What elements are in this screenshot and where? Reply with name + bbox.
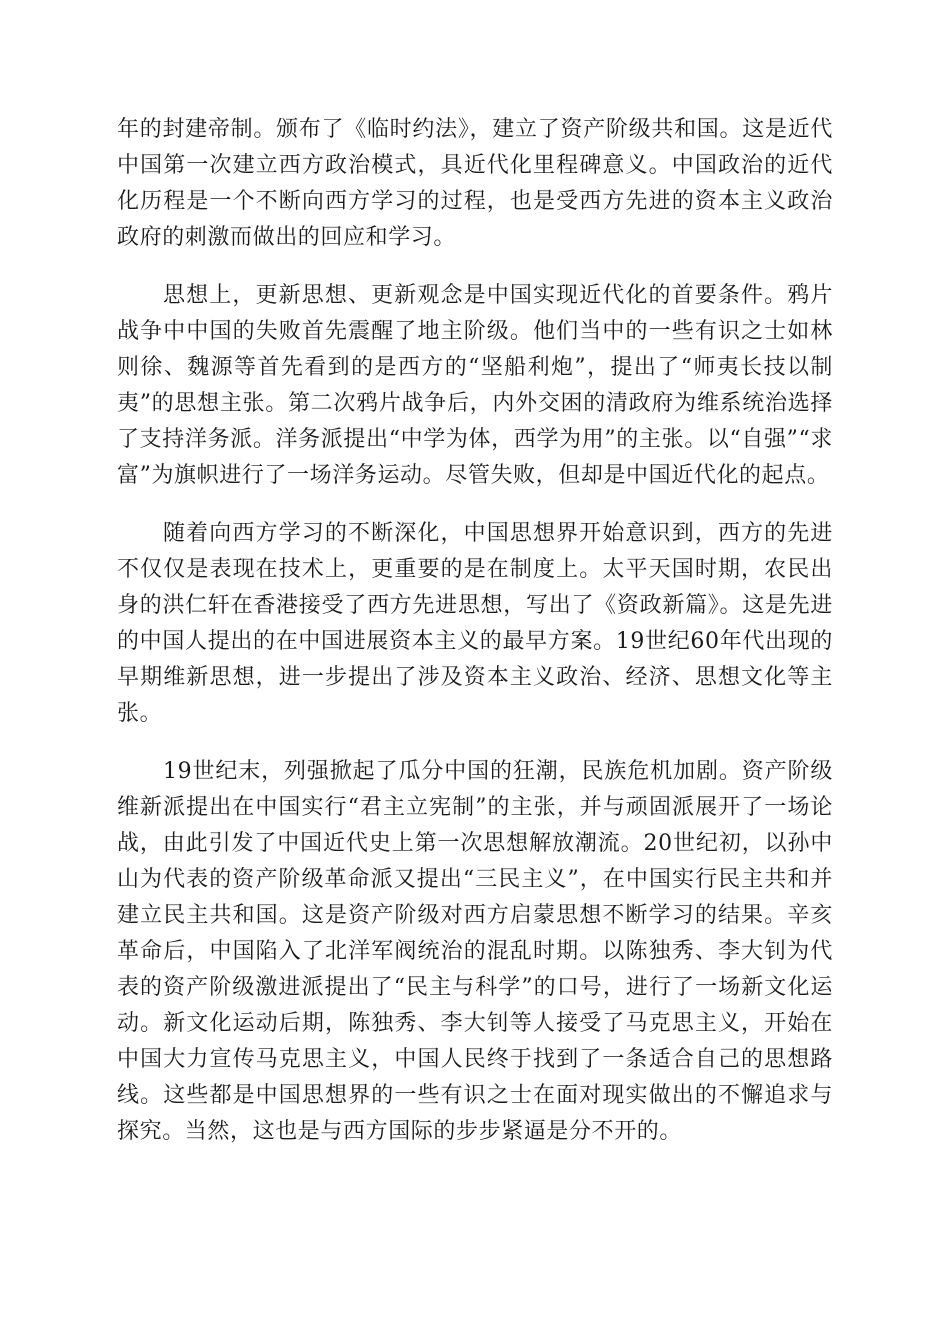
- paragraph-late-19th-century: 19世纪末，列强掀起了瓜分中国的狂潮，民族危机加剧。资产阶级维新派提出在中国实行“君主立宪制”的主张，并与顽固派展开了一场论战，由此引发了中国近代史上第一次思想解放潮流。20世纪初，以孙中山为代表的资产阶级革命派又提出“三民主义”，在中国实行民主共和并建立民主共和国。这是资产阶级对西方启蒙思想不断学习的结果。辛亥革命后，中国陷入了北洋军阀统治的混乱时期。以陈独秀、李大钊为代表的资产阶级激进派提出了“民主与科学”的口号，进行了一场新文化运动。新文化运动后期，陈独秀、李大钊等人接受了马克思主义，开始在中国大力宣传马克思主义，中国人民终于找到了一条适合自己的思想路线。这些都是中国思想界的一些有识之士在面对现实做出的不懈追求与探究。当然，这也是与西方国际的步步紧逼是分不开的。: [117, 759, 833, 1144]
- paragraph-continuation: 年的封建帝制。颁布了《临时约法》，建立了资产阶级共和国。这是近代中国第一次建立西方政治模式，具近代化里程碑意义。中国政治的近代化历程是一个不断向西方学习的过程，也是受西方先进的资本主义政治政府的刺激而做出的回应和学习。: [117, 117, 833, 250]
- paragraph-ideology: 思想上，更新思想、更新观念是中国实现近代化的首要条件。鸦片战争中中国的失败首先震醒了地主阶级。他们当中的一些有识之士如林则徐、魏源等首先看到的是西方的“坚船利炮”，提出了“师夷长技以制夷”的思想主张。第二次鸦片战争后，内外交困的清政府为维系统治选择了支持洋务派。洋务派提出“中学为体，西学为用”的主张。以“自强”“求富”为旗帜进行了一场洋务运动。尽管失败，但却是中国近代化的起点。: [117, 283, 833, 488]
- paragraph-institutions: 随着向西方学习的不断深化，中国思想界开始意识到，西方的先进不仅仅是表现在技术上，更重要的是在制度上。太平天国时期，农民出身的洪仁轩在香港接受了西方先进思想，写出了《资政新篇》。这是先进的中国人提出的在中国进展资本主义的最早方案。19世纪60年代出现的早期维新思想，进一步提出了涉及资本主义政治、经济、思想文化等主张。: [117, 521, 833, 726]
- document-body: [117, 112, 833, 1172]
